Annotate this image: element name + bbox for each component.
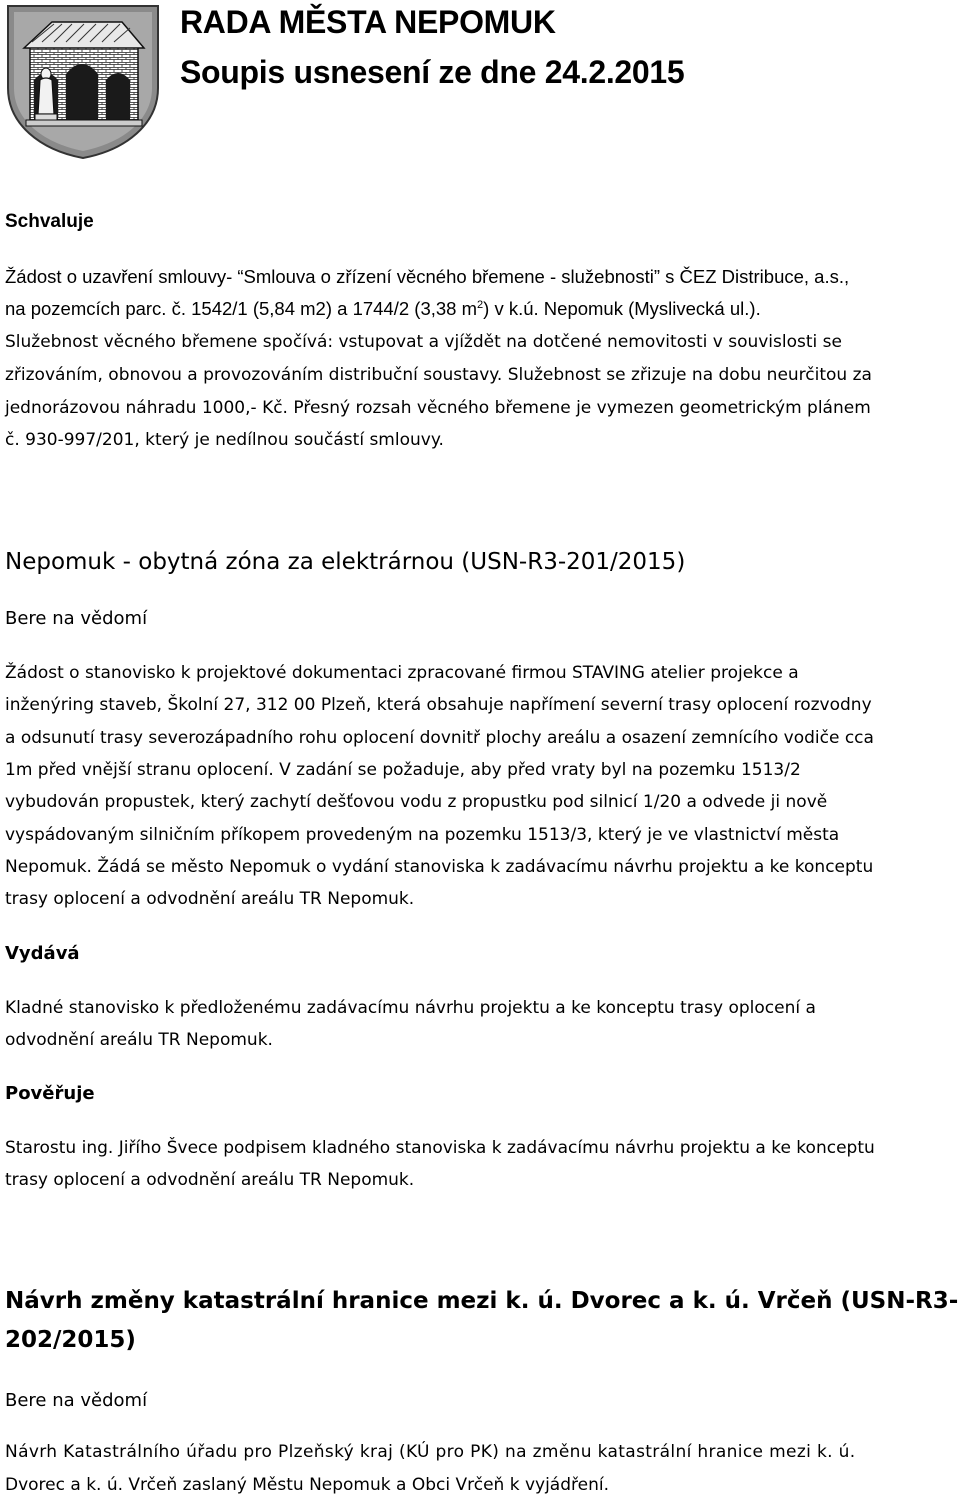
section-label-issues: Vydává: [5, 943, 80, 964]
paragraph-line: Žádost o stanovisko k projektové dokumentaci zpracované firmou STAVING atelier projekce a: [5, 663, 799, 683]
town-coat-of-arms: [2, 2, 164, 160]
council-title: RADA MĚSTA NEPOMUK: [180, 4, 556, 40]
paragraph-line: na pozemcích parc. č. 1542/1 (5,84 m2) a 1744/2 (3,38 $m^2$) v k.ú. Nepomuk (Myslivecká ul.).: [5, 298, 761, 319]
section-label-approves: Schvaluje: [5, 211, 94, 232]
paragraph-line: odvodnění areálu TR Nepomuk.: [5, 1030, 273, 1050]
resolution-heading: Návrh změny katastrální hranice mezi k. ú. Dvorec a k. ú. Vrčeň (USN-R3-: [5, 1288, 959, 1314]
paragraph-line: Kladné stanovisko k předloženému zadávacímu návrhu projektu a ke konceptu trasy oplocení a: [5, 998, 816, 1018]
paragraph-line: č. 930-997/201, který je nedílnou součástí smlouvy.: [5, 430, 444, 450]
paragraph-line: inženýring staveb, Školní 27, 312 00 Plzeň, která obsahuje napřímení severní trasy oplocení rozvodny: [5, 695, 872, 715]
paragraph-line: trasy oplocení a odvodnění areálu TR Nepomuk.: [5, 889, 415, 909]
paragraph-line: Dvorec a k. ú. Vrčeň zaslaný Městu Nepomuk a Obci Vrčeň k vyjádření.: [5, 1475, 609, 1495]
paragraph-line: zřizováním, obnovou a provozováním distribuční soustavy. Služebnost se zřizuje na dobu neurčitou za: [5, 365, 872, 385]
paragraph-line: 1m před vnější stranu oplocení. V zadání se požaduje, aby před vraty byl na pozemku 1513/2: [5, 760, 801, 780]
paragraph-line: vybudován propustek, který zachytí dešťovou vodu z propustku pod silnicí 1/20 a odvede ji nově: [5, 792, 828, 812]
paragraph-line: Žádost o uzavření smlouvy- “Smlouva o zřízení věcného břemene - služebnosti” s ČEZ Distribuce, a.s.,: [5, 266, 850, 287]
paragraph-line: vyspádovaným silničním příkopem provedeným na pozemku 1513/3, který je ve vlastnictví města: [5, 825, 840, 845]
resolution-heading: Nepomuk - obytná zóna za elektrárnou (USN-R3-201/2015): [5, 549, 686, 575]
section-label-takes-note: Bere na vědomí: [5, 608, 148, 629]
paragraph-line: Nepomuk. Žádá se město Nepomuk o vydání stanoviska k zadávacímu návrhu projektu a ke konceptu: [5, 857, 874, 877]
paragraph-line: jednorázovou náhradu 1000,- Kč. Přesný rozsah věcného břemene je vymezen geometrickým plánem: [5, 398, 871, 418]
resolution-list-title: Soupis usnesení ze dne 24.2.2015: [180, 54, 685, 90]
paragraph-line: Služebnost věcného břemene spočívá: vstupovat a vjíždět na dotčené nemovitosti v souvislosti se: [5, 332, 842, 352]
paragraph-line: trasy oplocení a odvodnění areálu TR Nepomuk.: [5, 1170, 415, 1190]
paragraph-line: Starostu ing. Jiřího Švece podpisem kladného stanoviska k zadávacímu návrhu projektu a ke konceptu: [5, 1138, 875, 1158]
resolution-heading-continued: 202/2015): [5, 1327, 136, 1353]
paragraph-line: a odsunutí trasy severozápadního rohu oplocení dovnitř plochy areálu a osazení zemnícího vodiče cca: [5, 728, 874, 748]
section-label-takes-note: Bere na vědomí: [5, 1390, 148, 1411]
paragraph-line: Návrh Katastrálního úřadu pro Plzeňský kraj (KÚ pro PK) na změnu katastrální hranice mezi k. ú.: [5, 1442, 856, 1462]
section-label-authorizes: Pověřuje: [5, 1083, 95, 1104]
